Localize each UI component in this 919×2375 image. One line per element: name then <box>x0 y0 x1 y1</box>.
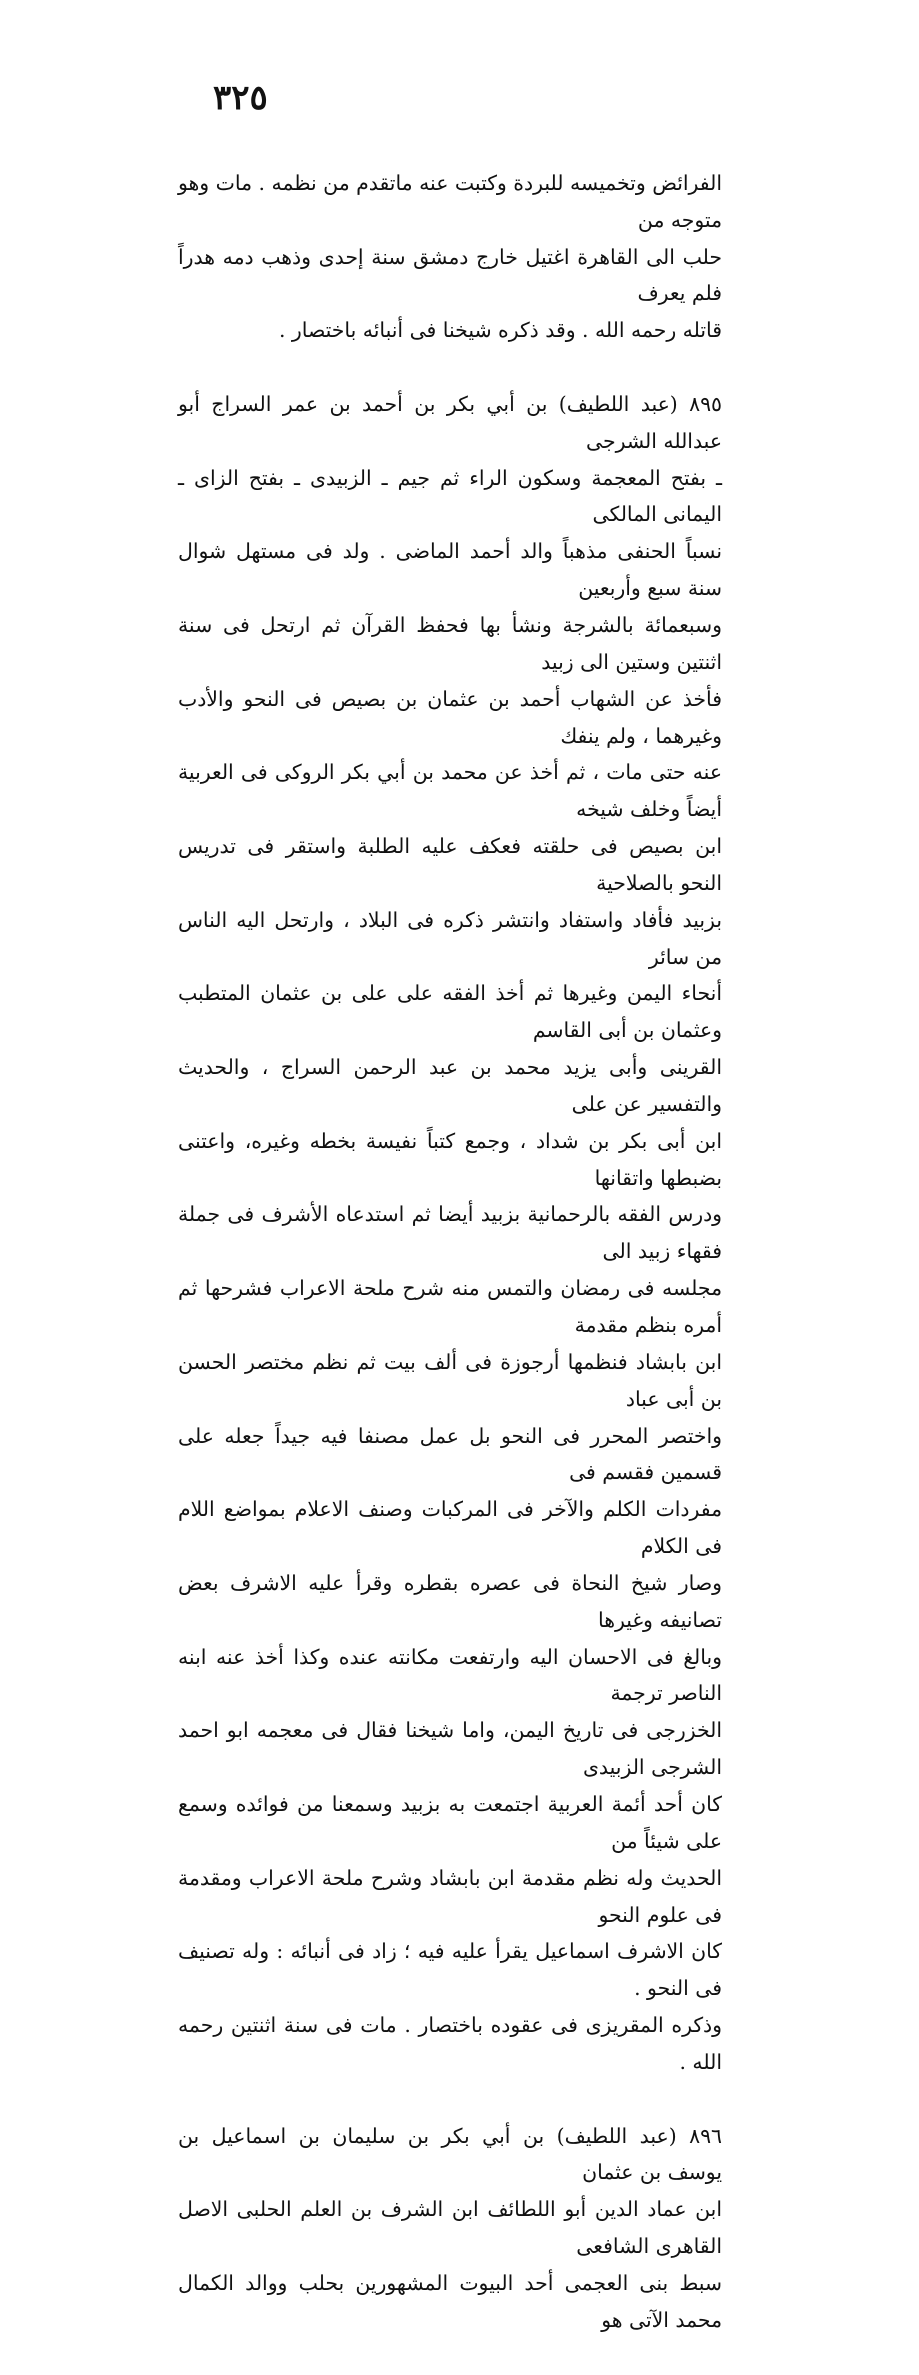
entry-896: ٨٩٦ (عبد اللطيف) بن أبي بكر بن سليمان بن اسماعيل بن يوسف بن عثمان ابن عماد الدين أبو اللطائف ابن الشرف بن العلم الحلبى الاصل القاهرى الشافعى سبط بنى العجمى أحد البيوت المشهورين بحلب ووالد الكمال محمد الآتى هو <box>178 2123 722 2332</box>
page-number: ٣٢٥ <box>213 78 268 118</box>
page-body <box>178 128 722 2375</box>
paragraph-continuation: الفرائض وتخميسه للبردة وكتبت عنه ماتقدم من نظمه . مات وهو متوجه من حلب الى القاهرة اغتيل خارج دمشق سنة إحدى وذهب دمه هدراً فلم يعرف قاتله رحمه الله . وقد ذكره شيخنا فى أنبائه باختصار . <box>178 170 722 343</box>
entry-895: ٨٩٥ (عبد اللطيف) بن أبي بكر بن أحمد بن عمر السراج أبو عبدالله الشرجى ـ بفتح المعجمة وسكون الراء ثم جيم ـ الزبيدى ـ بفتح الزاى ـ اليمانى المالكى نسباً الحنفى مذهباً والد أحمد الماضى . ولد فى مستهل شوال سنة سبع وأربعين وسبعمائة بالشرجة ونشأ بها فحفظ القرآن ثم ارتحل فى سنة اثنتين وستين الى زبيد فأخذ عن الشهاب أحمد بن عثمان بن بصيص فى النحو والأدب وغيرهما ، ولم ينفك عنه حتى مات ، ثم أخذ عن محمد بن أبي بكر الروكى فى العربية أيضاً وخلف شيخه ابن بصيص فى حلقته فعكف عليه الطلبة واستقر فى تدريس النحو بالصلاحية بزبيد فأفاد واستفاد وانتشر ذكره فى البلاد ، وارتحل اليه الناس من سائر أنحاء اليمن وغيرها ثم أخذ الفقه على على بن عثمان المتطبب وعثمان بن أبى القاسم القرينى وأبى يزيد محمد بن عبد الرحمن السراج ، والحديث والتفسير عن على ابن أبى بكر بن شداد ، وجمع كتباً نفيسة بخطه وغيره، واعتنى بضبطها واتقانها ودرس الفقه بالرحمانية بزبيد أيضا ثم استدعاه الأشرف فى جملة فقهاء زبيد الى مجلسه فى رمضان والتمس منه شرح ملحة الاعراب فشرحها ثم أمره بنظم مقدمة ابن بابشاد فنظمها أرجوزة فى ألف بيت ثم نظم مختصر الحسن بن أبى عباد واختصر المحرر فى النحو بل عمل مصنفا فيه جيداً جعله على قسمين فقسم فى مفردات الكلم والآخر فى المركبات وصنف الاعلام بمواضع اللام فى الكلام وصار شيخ النحاة فى عصره بقطره وقرأ عليه الاشرف بعض تصانيفه وغيرها وبالغ فى الاحسان اليه وارتفعت مكانته عنده وكذا أخذ عنه ابنه الناصر ترجمة الخزرجى فى تاريخ اليمن، واما شيخنا فقال فى معجمه ابو احمد الشرجى الزبيدى كان أحد أئمة العربية اجتمعت به بزبيد وسمعنا من فوائده وسمع على شيئاً من الحديث وله نظم مقدمة ابن بابشاد وشرح ملحة الاعراب ومقدمة فى علوم النحو كان الاشرف اسماعيل يقرأ عليه فيه ؛ زاد فى أنبائه : وله تصنيف فى النحو . وذكره المقريزى فى عقوده باختصار . مات فى سنة اثنتين رحمه الله . <box>178 391 722 2074</box>
